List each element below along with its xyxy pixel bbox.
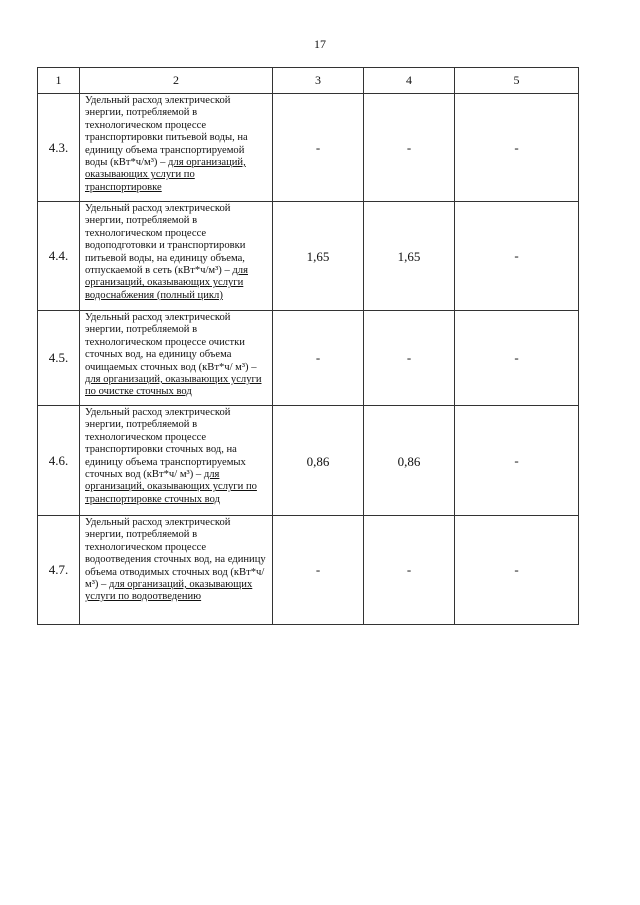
description-text: Удельный расход электрической энергии, потребляемой в технологическом процессе водоподготовки и транспортировки питьевой воды, на единицу объема, отпускаемой в сеть (кВт*ч/м³) – bbox=[85, 203, 246, 277]
value-col-5: - bbox=[455, 516, 579, 625]
value-col-4: - bbox=[364, 311, 455, 406]
table-row bbox=[38, 516, 579, 625]
column-header-3: 3 bbox=[273, 68, 364, 94]
row-description bbox=[80, 406, 273, 516]
column-header-1: 1 bbox=[38, 68, 80, 94]
row-description bbox=[80, 516, 273, 625]
value-col-5: - bbox=[455, 406, 579, 516]
value-col-3: 0,86 bbox=[273, 406, 364, 516]
value-col-3: - bbox=[273, 311, 364, 406]
value-col-4: 0,86 bbox=[364, 406, 455, 516]
row-number: 4.4. bbox=[38, 202, 80, 311]
description-scope-text: для организаций, оказывающих услуги по водоотведению bbox=[85, 579, 253, 603]
table-row bbox=[38, 94, 579, 202]
description-scope-text: для организаций, оказывающих услуги по транспортировке bbox=[85, 157, 246, 193]
indicators-table bbox=[37, 67, 579, 625]
column-header-2: 2 bbox=[80, 68, 273, 94]
description-scope-text: для организаций, оказывающих услуги по транспортировке сточных вод bbox=[85, 469, 257, 505]
row-number: 4.3. bbox=[38, 94, 80, 202]
value-col-5: - bbox=[455, 94, 579, 202]
description-scope-text: для организаций, оказывающих услуги водоснабжения (полный цикл) bbox=[85, 265, 248, 301]
value-col-5: - bbox=[455, 311, 579, 406]
page-number: 17 bbox=[314, 37, 326, 51]
description-scope-text: для организаций, оказывающих услуги по очистке сточных вод bbox=[85, 374, 262, 398]
column-header-4: 4 bbox=[364, 68, 455, 94]
value-col-3: - bbox=[273, 516, 364, 625]
description-text: Удельный расход электрической энергии, потребляемой в технологическом процессе очистки сточных вод, на единицу объема очищаемых сточных вод (кВт*ч/ м³) – bbox=[85, 312, 257, 373]
row-description bbox=[80, 94, 273, 202]
row-number: 4.7. bbox=[38, 516, 80, 625]
value-col-3: - bbox=[273, 94, 364, 202]
table-row bbox=[38, 202, 579, 311]
table-row bbox=[38, 311, 579, 406]
description-text: Удельный расход электрической энергии, потребляемой в технологическом процессе транспортировки питьевой воды, на единицу объема транспортируемой воды (кВт*ч/м³) – bbox=[85, 95, 248, 169]
row-description bbox=[80, 202, 273, 311]
value-col-3: 1,65 bbox=[273, 202, 364, 311]
row-number: 4.5. bbox=[38, 311, 80, 406]
description-text: Удельный расход электрической энергии, потребляемой в технологическом процессе водоотведения сточных вод, на единицу объема отводимых сточных вод (кВт*ч/ м³) – bbox=[85, 517, 266, 591]
value-col-4: - bbox=[364, 516, 455, 625]
column-header-5: 5 bbox=[455, 68, 579, 94]
row-number: 4.6. bbox=[38, 406, 80, 516]
table-row bbox=[38, 406, 579, 516]
value-col-5: - bbox=[455, 202, 579, 311]
row-description bbox=[80, 311, 273, 406]
value-col-4: - bbox=[364, 94, 455, 202]
description-text: Удельный расход электрической энергии, потребляемой в технологическом процессе транспортировки сточных вод, на единицу объема транспортируемых сточных вод (кВт*ч/ м³) – bbox=[85, 407, 246, 481]
table-header-row bbox=[38, 68, 579, 94]
value-col-4: 1,65 bbox=[364, 202, 455, 311]
